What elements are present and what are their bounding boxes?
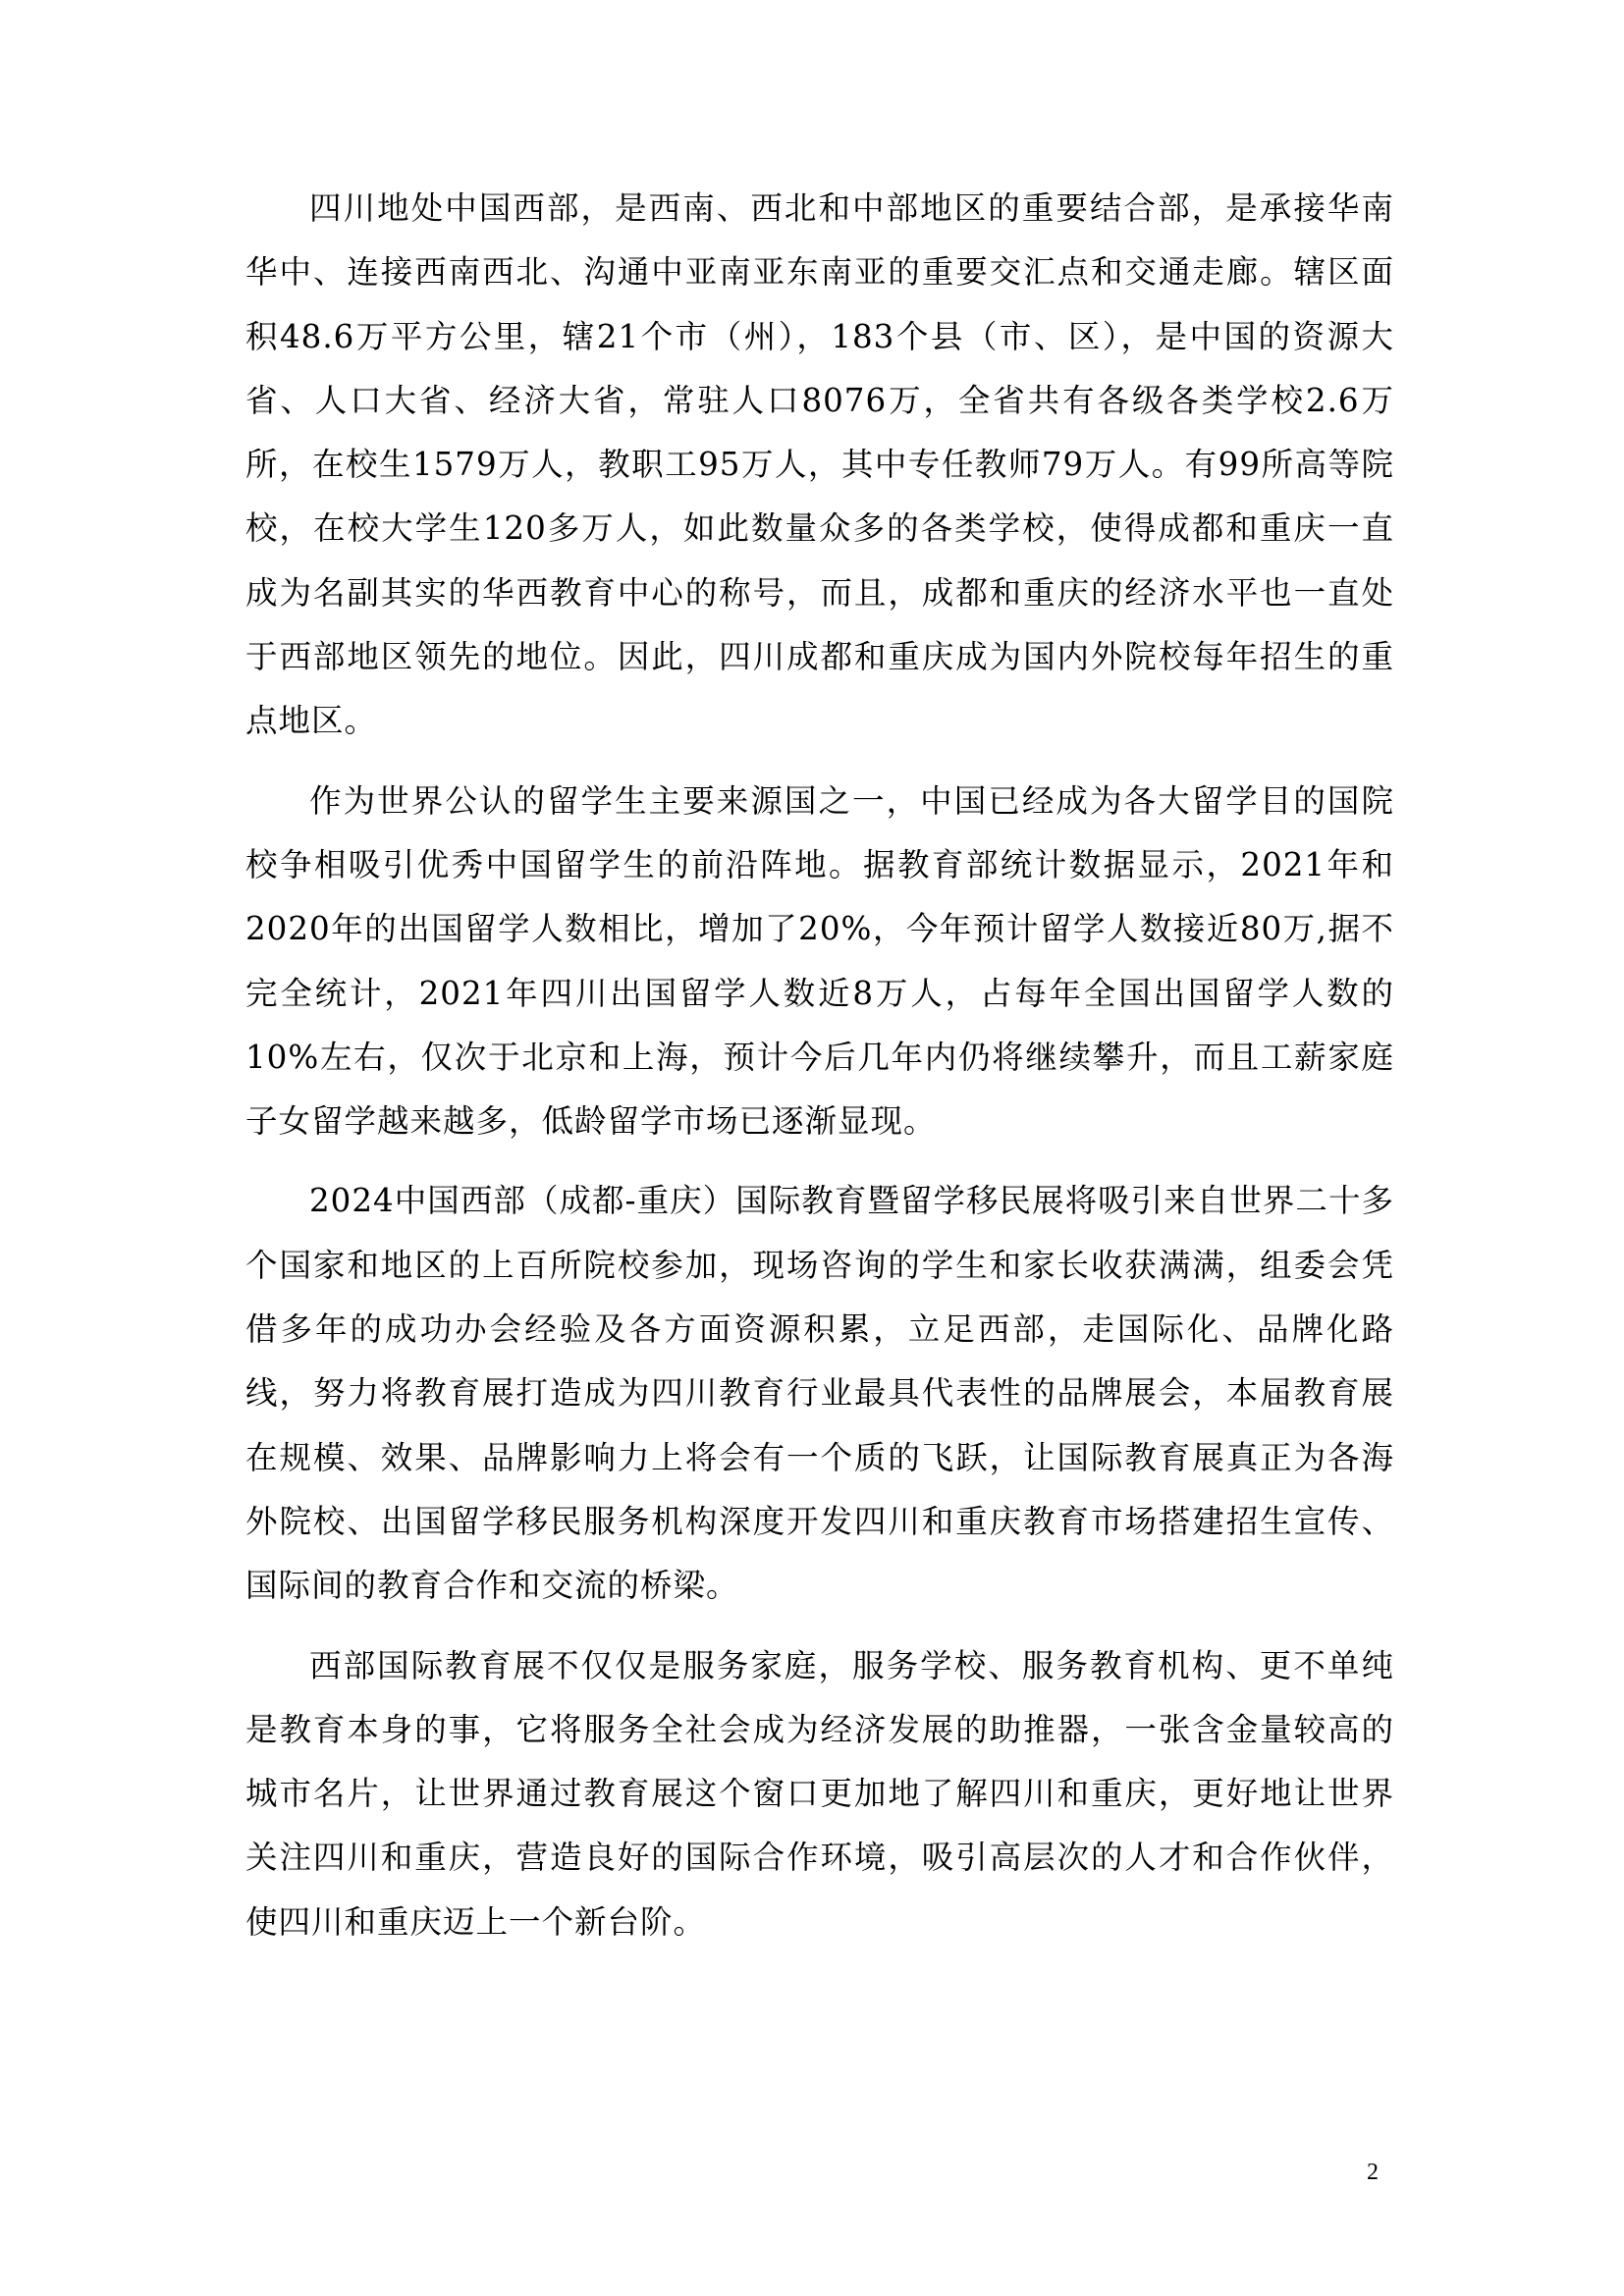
paragraph-expo-significance: 西部国际教育展不仅仅是服务家庭，服务学校、服务教育机构、更不单纯是教育本身的事，它将服务全社会成为经济发展的助推器，一张含金量较高的城市名片，让世界通过教育展这个窗口更加地了解四川和重庆，更好地让世界关注四川和重庆，营造良好的国际合作环境，吸引高层次的人才和合作伙伴，使四川和重庆迈上一个新台阶。: [245, 1646, 1394, 1941]
page-number: 2: [1367, 2160, 1379, 2185]
paragraph-expo-2024: 2024中国西部（成都-重庆）国际教育暨留学移民展将吸引来自世界二十多个国家和地区的上百所院校参加，现场咨询的学生和家长收获满满，组委会凭借多年的成功办会经验及各方面资源积累，立足西部，走国际化、品牌化路线，努力将教育展打造成为四川教育行业最具代表性的品牌展会，本届教育展在规模、效果、品牌影响力上将会有一个质的飞跃，让国际教育展真正为各海外院校、出国留学移民服务机构深度开发四川和重庆教育市场搭建招生宣传、国际间的教育合作和交流的桥梁。: [245, 1182, 1394, 1605]
paragraph-sichuan-overview: 四川地处中国西部，是西南、西北和中部地区的重要结合部，是承接华南华中、连接西南西北、沟通中亚南亚东南亚的重要交汇点和交通走廊。辖区面积48.6万平方公里，辖21个市（州），183个县（市、区），是中国的资源大省、人口大省、经济大省，常驻人口8076万，全省共有各级各类学校2.6万所，在校生1579万人，教职工95万人，其中专任教师79万人。有99所高等院校，在校大学生120多万人，如此数量众多的各类学校，使得成都和重庆一直成为名副其实的华西教育中心的称号，而且，成都和重庆的经济水平也一直处于西部地区领先的地位。因此，四川成都和重庆成为国内外院校每年招生的重点地区。: [245, 189, 1394, 740]
document-body: [245, 177, 1394, 1970]
paragraph-study-abroad-stats: 作为世界公认的留学生主要来源国之一，中国已经成为各大留学目的国院校争相吸引优秀中国留学生的前沿阵地。据教育部统计数据显示，2021年和2020年的出国留学人数相比，增加了20%，今年预计留学人数接近80万,据不完全统计，2021年四川出国留学人数近8万人，占每年全国出国留学人数的10%左右，仅次于北京和上海，预计今后几年内仍将继续攀升，而且工薪家庭子女留学越来越多，低龄留学市场已逐渐显现。: [245, 781, 1394, 1141]
